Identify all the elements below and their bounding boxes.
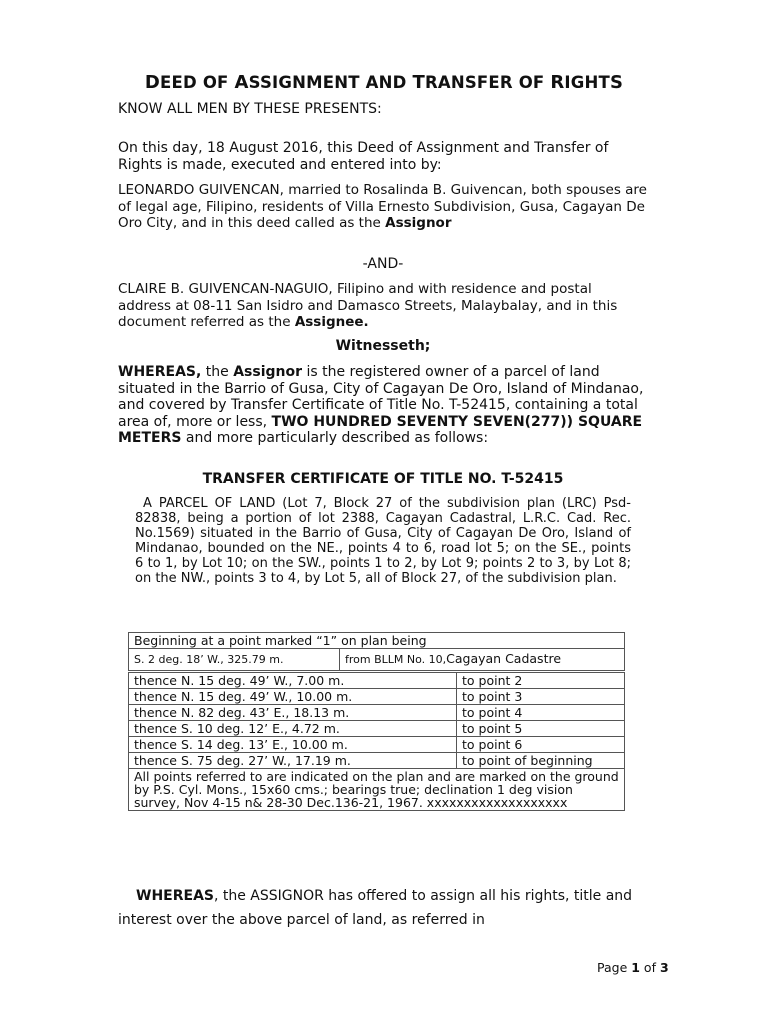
course-destination: to point 5	[457, 721, 625, 737]
course-destination: to point 4	[457, 705, 625, 721]
course-destination: to point 6	[457, 737, 625, 753]
witnesseth-heading: Witnesseth;	[335, 338, 431, 354]
survey-table	[128, 632, 625, 671]
survey-course-row	[129, 689, 625, 705]
survey-course-row	[129, 721, 625, 737]
course-bearing: thence S. 14 deg. 13’ E., 10.00 m.	[129, 737, 457, 753]
survey-note: All points referred to are indicated on the plan and are marked on the ground by P.S. Cyl. Mons., 15x60 cms.; bearings true; declination 1 deg vision survey, Nov 4-15 n& 28-30 Dec.136-21, 1967. xxxxxxxxxxxxxxxxxxx	[129, 769, 625, 811]
opening-paragraph: On this day, 18 August 2016, this Deed of Assignment and Transfer of Rights is made, executed and entered into by:	[118, 140, 609, 173]
intro-line: KNOW ALL MEN BY THESE PRESENTS:	[118, 101, 382, 117]
page-footer: Page 1 of 3	[597, 960, 669, 975]
course-bearing: thence S. 75 deg. 27’ W., 17.19 m.	[129, 753, 457, 769]
and-separator: -AND-	[362, 256, 404, 272]
document-title: DEED OF ASSIGNMENT AND TRANSFER OF RIGHTS	[144, 72, 624, 93]
survey-course-row	[129, 753, 625, 769]
current-page-number: 1	[631, 960, 640, 975]
whereas-paragraph-1: WHEREAS, the Assignor is the registered owner of a parcel of land situated in the Barrio of Gusa, City of Cagayan De Oro, Island of Mindanao, and covered by Transfer Certificate of Title No. T-52415, containing a total area of, more or less, TWO HUNDRED SEVENTY SEVEN(277)) SQUARE METERS and more particularly described as follows:	[118, 364, 644, 446]
start-reference: from BLLM No. 10,Cagayan Cadastre	[340, 649, 625, 671]
survey-courses-table	[128, 672, 625, 811]
survey-course-row	[129, 673, 625, 689]
course-destination: to point 2	[457, 673, 625, 689]
survey-header: Beginning at a point marked “1” on plan being	[129, 633, 625, 649]
course-destination: to point of beginning	[457, 753, 625, 769]
survey-course-row	[129, 705, 625, 721]
course-bearing: thence S. 10 deg. 12’ E., 4.72 m.	[129, 721, 457, 737]
course-bearing: thence N. 15 deg. 49’ W., 7.00 m.	[129, 673, 457, 689]
tct-heading: TRANSFER CERTIFICATE OF TITLE NO. T-52415	[202, 471, 564, 487]
whereas-paragraph-2: WHEREAS, the ASSIGNOR has offered to assign all his rights, title and interest over the above parcel of land, as referred in	[118, 888, 633, 928]
course-destination: to point 3	[457, 689, 625, 705]
survey-course-row	[129, 737, 625, 753]
land-description: A PARCEL OF LAND (Lot 7, Block 27 of the subdivision plan (LRC) Psd-82838, being a portion of lot 2388, Cagayan Cadastral, L.R.C. Cad. Rec. No.1569) situated in the Barrio of Gusa, City of Cagayan De Oro, Island of Mindanao, bounded on the NE., points 4 to 6, road lot 5; on the SE., points 6 to 1, by Lot 10; on the SW., points 1 to 2, by Lot 9; points 2 to 3, by Lot 8; on the NW., points 3 to 4, by Lot 5, all of Block 27, of the subdivision plan.	[135, 496, 631, 586]
course-bearing: thence N. 15 deg. 49’ W., 10.00 m.	[129, 689, 457, 705]
total-page-number: 3	[659, 960, 669, 975]
start-bearing: S. 2 deg. 18’ W., 325.79 m.	[129, 649, 340, 671]
course-bearing: thence N. 82 deg. 43’ E., 18.13 m.	[129, 705, 457, 721]
assignor-paragraph: LEONARDO GUIVENCAN, married to Rosalinda B. Guivencan, both spouses are of legal age, Filipino, residents of Villa Ernesto Subdivision, Gusa, Cagayan De Oro City, and in this deed called as the Assignor	[118, 182, 647, 231]
assignee-paragraph: CLAIRE B. GUIVENCAN-NAGUIO, Filipino and with residence and postal address at 08-11 San Isidro and Damasco Streets, Malaybalay, and in this document referred as the Assignee.	[118, 281, 618, 330]
